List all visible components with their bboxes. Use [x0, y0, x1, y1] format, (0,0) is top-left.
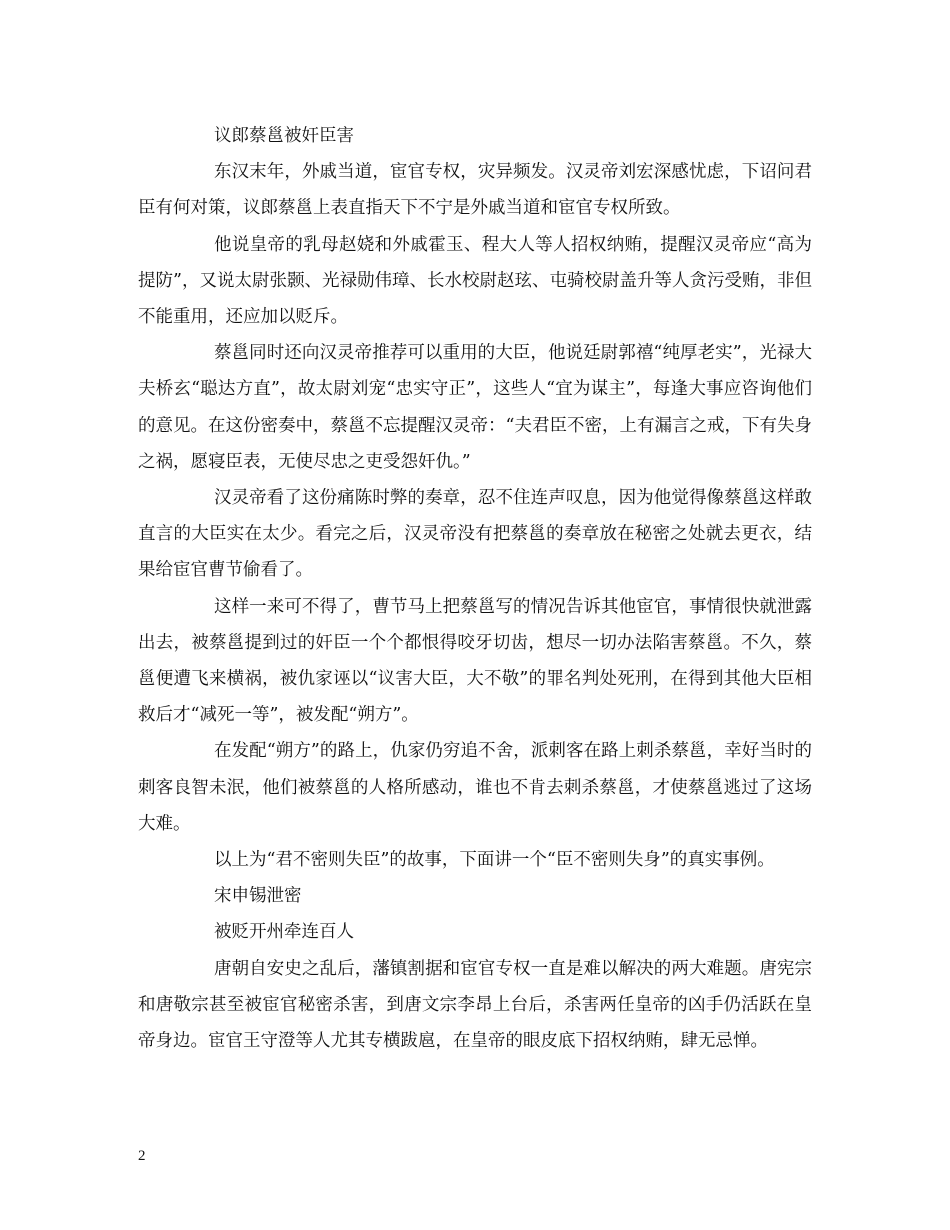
paragraph: 这样一来可不得了，曹节马上把蔡邕写的情况告诉其他宦官，事情很快就泄露出去，被蔡邕提到过的奸臣一个个都恨得咬牙切齿，想尽一切办法陷害蔡邕。不久，蔡邕便遭飞来横祸，被仇家诬以“议害大臣，大不敬”的罪名判处死刑，在得到其他大臣相救后才“减死一等”，被发配“朔方”。 [138, 596, 812, 726]
document-body [138, 118, 812, 1059]
paragraph: 唐朝自安史之乱后，藩镇割据和宦官专权一直是难以解决的两大难题。唐宪宗和唐敬宗甚至被宦官秘密杀害，到唐文宗李昂上台后，杀害两任皇帝的凶手仍活跃在皇帝身边。宦官王守澄等人尤其专横跋扈，在皇帝的眼皮底下招权纳贿，肆无忌惮。 [138, 958, 812, 1052]
paragraph: 蔡邕同时还向汉灵帝推荐可以重用的大臣，他说廷尉郭禧“纯厚老实”，光禄大夫桥玄“聪达方直”，故太尉刘宠“忠实守正”，这些人“宜为谋主”，每逢大事应咨询他们的意见。在这份密奏中，蔡邕不忘提醒汉灵帝：“夫君臣不密，上有漏言之戒，下有失身之祸，愿寝臣表，无使尽忠之吏受怨奸仇。” [138, 343, 812, 472]
page-number: 2 [138, 1148, 146, 1164]
section-heading: 宋申锡泄密 [214, 886, 302, 907]
paragraph: 在发配“朔方”的路上，仇家仍穷追不舍，派刺客在路上刺杀蔡邕，幸好当时的刺客良智未泯，他们被蔡邕的人格所感动，谁也不肯去刺杀蔡邕，才使蔡邕逃过了这场大难。 [138, 741, 812, 834]
paragraph: 汉灵帝看了这份痛陈时弊的奏章，忍不住连声叹息，因为他觉得像蔡邕这样敢直言的大臣实在太少。看完之后，汉灵帝没有把蔡邕的奏章放在秘密之处就去更衣，结果给宦官曹节偷看了。 [138, 488, 812, 581]
section-subheading: 被贬开州牵连百人 [214, 922, 354, 943]
section-heading: 议郎蔡邕被奸臣害 [214, 126, 354, 146]
paragraph: 以上为“君不密则失臣”的故事，下面讲一个“臣不密则失身”的真实事例。 [214, 850, 775, 871]
paragraph: 他说皇帝的乳母赵娆和外戚霍玉、程大人等人招权纳贿，提醒汉灵帝应“高为提防”，又说太尉张颢、光禄勋伟璋、长水校尉赵玹、屯骑校尉盖升等人贪污受贿，非但不能重用，还应加以贬斥。 [138, 234, 812, 328]
paragraph: 东汉末年，外戚当道，宦官专权，灾异频发。汉灵帝刘宏深感忧虑，下诏问君臣有何对策，议郎蔡邕上表直指天下不宁是外戚当道和宦官专权所致。 [138, 162, 812, 219]
